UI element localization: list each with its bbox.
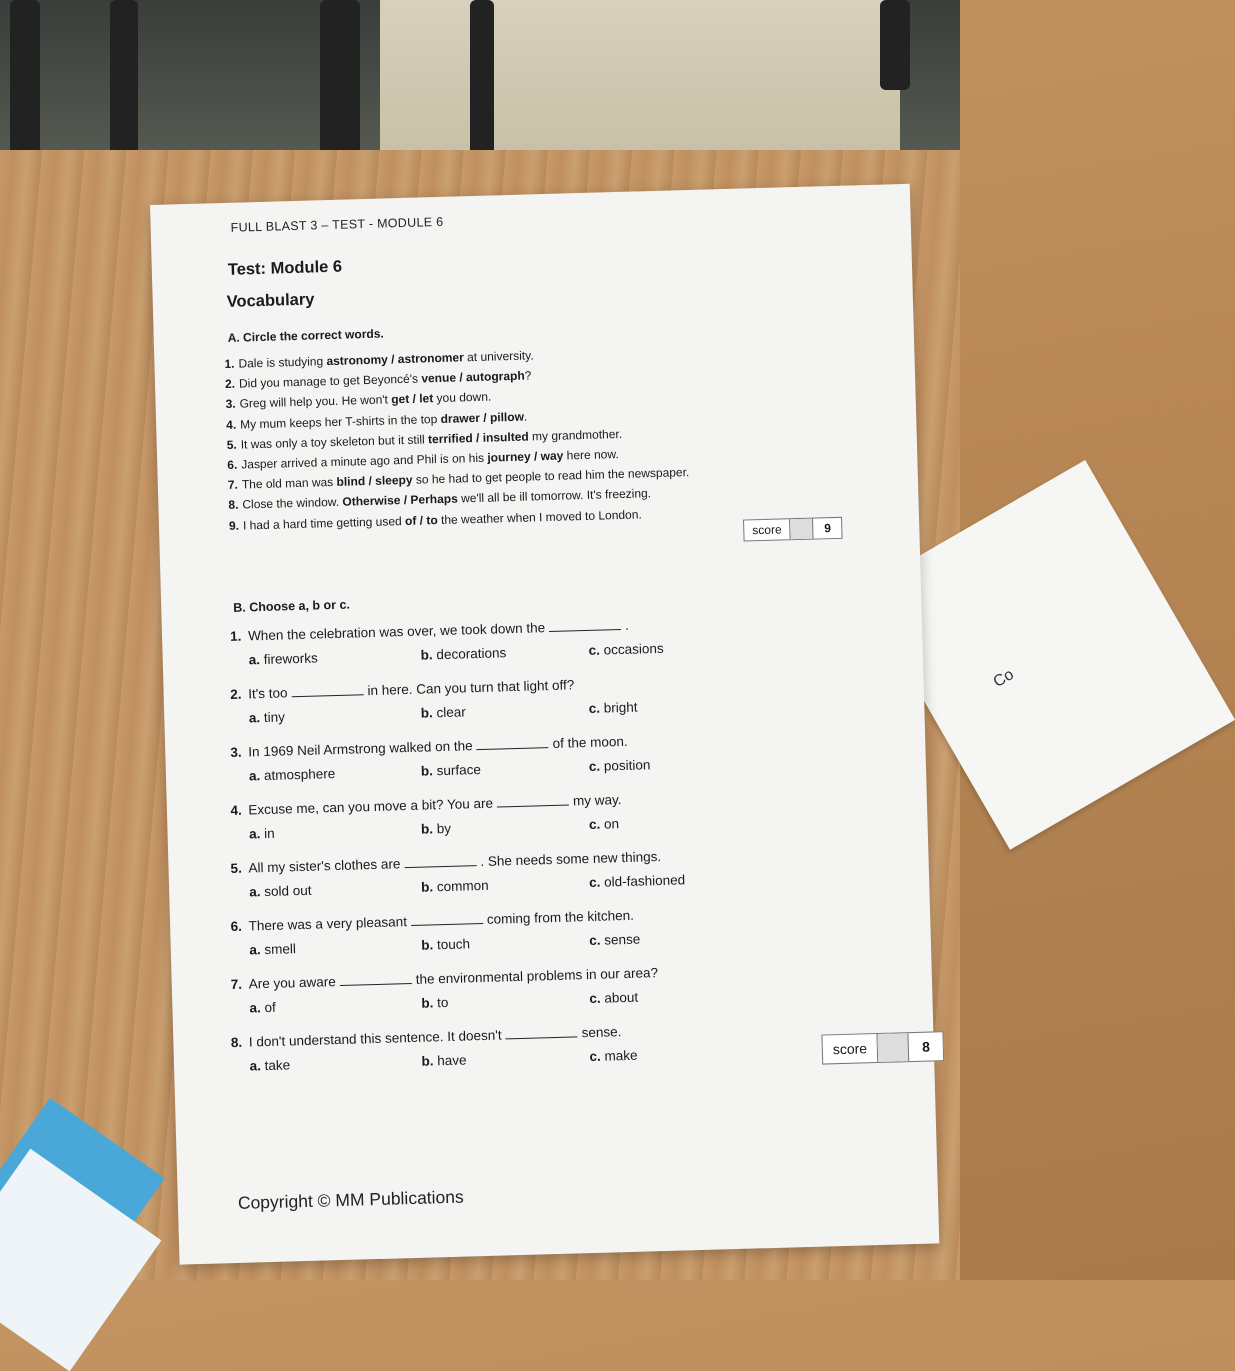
side-sheet-text: Co bbox=[990, 666, 1017, 691]
option-text: surface bbox=[436, 761, 482, 779]
item-number: 1. bbox=[224, 356, 235, 371]
option-text: smell bbox=[264, 941, 297, 958]
question-text-before: Are you aware bbox=[248, 974, 337, 992]
option-letter: a. bbox=[248, 826, 261, 842]
option-b[interactable] bbox=[421, 762, 481, 779]
option-letter: a. bbox=[248, 768, 261, 784]
option-letter: c. bbox=[589, 990, 601, 1007]
item-text-after: the weather when I moved to London. bbox=[437, 506, 642, 527]
question bbox=[230, 849, 661, 876]
question-text-after: the environmental problems in our area? bbox=[415, 965, 659, 987]
option-b[interactable] bbox=[421, 1052, 466, 1068]
option-text: have bbox=[437, 1052, 467, 1069]
question bbox=[230, 677, 575, 702]
item-text-before: It was only a toy skeleton but it still bbox=[240, 432, 429, 452]
option-a[interactable] bbox=[249, 650, 318, 667]
word-choice[interactable]: astronomy / astronomer bbox=[326, 350, 464, 369]
option-b[interactable] bbox=[421, 821, 451, 837]
section-title: Vocabulary bbox=[226, 290, 315, 311]
option-a[interactable] bbox=[249, 1000, 276, 1016]
option-letter: c. bbox=[588, 758, 601, 774]
item-number: 4. bbox=[225, 417, 237, 432]
score-value: 9 bbox=[824, 521, 832, 536]
option-text: of bbox=[264, 999, 276, 1016]
option-text: common bbox=[436, 877, 489, 895]
option-b[interactable] bbox=[421, 878, 489, 895]
option-letter: b. bbox=[420, 647, 433, 663]
option-a[interactable] bbox=[249, 883, 312, 900]
item-number: 8. bbox=[228, 498, 239, 513]
part-a-item bbox=[229, 507, 642, 533]
option-text: clear bbox=[436, 704, 467, 721]
question-number: 3. bbox=[230, 744, 242, 760]
part-b-score-box bbox=[821, 1031, 944, 1064]
copyright: Copyright © MM Publications bbox=[237, 1186, 464, 1213]
question bbox=[230, 734, 628, 760]
item-text-before: Close the window. bbox=[242, 495, 343, 512]
option-letter: a. bbox=[249, 942, 261, 958]
part-a-item bbox=[225, 369, 532, 392]
option-letter: c. bbox=[589, 1048, 601, 1065]
question-text-after: my way. bbox=[572, 792, 622, 809]
answer-blank[interactable] bbox=[505, 1026, 577, 1039]
score-label: score bbox=[744, 519, 791, 540]
option-letter: a. bbox=[249, 1000, 261, 1016]
word-choice[interactable]: journey / way bbox=[487, 448, 564, 465]
option-a[interactable] bbox=[249, 766, 336, 783]
question-text-after: sense. bbox=[581, 1024, 622, 1041]
item-text-after: ? bbox=[524, 368, 532, 383]
option-c[interactable] bbox=[589, 932, 640, 948]
option-a[interactable] bbox=[249, 941, 296, 957]
test-paper bbox=[150, 184, 939, 1265]
item-number: 2. bbox=[224, 376, 236, 392]
word-choice[interactable]: blind / sleepy bbox=[336, 472, 413, 490]
question-text-after: . She needs some new things. bbox=[480, 848, 662, 870]
option-letter: a. bbox=[249, 1058, 262, 1074]
answer-blank[interactable] bbox=[411, 913, 483, 926]
option-letter: b. bbox=[420, 705, 433, 721]
word-choice[interactable]: get / let bbox=[391, 391, 434, 407]
answer-blank[interactable] bbox=[476, 737, 548, 750]
option-a[interactable] bbox=[249, 1057, 290, 1073]
question-number: 2. bbox=[229, 686, 242, 702]
answer-blank[interactable] bbox=[549, 619, 621, 632]
question-number: 7. bbox=[230, 976, 243, 993]
item-text-after: . bbox=[523, 409, 528, 424]
option-letter: c. bbox=[588, 874, 601, 891]
option-letter: c. bbox=[588, 816, 601, 832]
item-number: 9. bbox=[228, 518, 240, 533]
question-text-after: in here. Can you turn that light off? bbox=[367, 677, 575, 699]
option-letter: b. bbox=[420, 821, 434, 837]
item-number: 5. bbox=[226, 437, 237, 452]
question bbox=[231, 1024, 622, 1050]
chair-leg bbox=[880, 0, 910, 90]
question bbox=[231, 965, 659, 992]
part-a-item bbox=[225, 390, 491, 411]
option-letter: c. bbox=[588, 642, 601, 658]
background-cloth bbox=[380, 0, 900, 150]
option-b[interactable] bbox=[421, 936, 470, 952]
option-letter: a. bbox=[249, 884, 261, 900]
option-c[interactable] bbox=[589, 990, 638, 1006]
question-number: 6. bbox=[230, 918, 243, 935]
option-text: atmosphere bbox=[263, 766, 336, 784]
option-text: sense bbox=[604, 931, 641, 948]
item-text-before: The old man was bbox=[241, 475, 337, 492]
question-number: 4. bbox=[230, 802, 242, 818]
item-text-before: Dale is studying bbox=[238, 354, 327, 371]
question-number: 1. bbox=[229, 628, 242, 644]
question-text-after: coming from the kitchen. bbox=[486, 907, 635, 927]
question-text-before: It's too bbox=[247, 685, 288, 702]
option-letter: b. bbox=[421, 995, 434, 1011]
option-c[interactable] bbox=[589, 1048, 637, 1064]
option-letter: b. bbox=[420, 879, 434, 895]
option-a[interactable] bbox=[249, 826, 275, 842]
word-choice[interactable]: terrified / insulted bbox=[427, 429, 529, 447]
item-text-before: I had a hard time getting used bbox=[242, 513, 406, 533]
option-letter: b. bbox=[421, 937, 434, 953]
option-b[interactable] bbox=[421, 704, 466, 720]
option-c[interactable] bbox=[588, 641, 663, 658]
option-letter: c. bbox=[588, 932, 601, 949]
item-text-after: so he had to get people to read him the newspaper. bbox=[412, 465, 690, 487]
part-a-instruction: A. Circle the correct words. bbox=[227, 326, 384, 345]
option-text: by bbox=[436, 820, 452, 837]
option-text: occasions bbox=[603, 640, 664, 658]
item-text-before: Did you manage to get Beyoncé's bbox=[238, 371, 422, 391]
option-c[interactable] bbox=[589, 757, 651, 774]
question-text-after: of the moon. bbox=[552, 733, 628, 751]
option-b[interactable] bbox=[420, 645, 506, 662]
option-c[interactable] bbox=[589, 700, 638, 716]
option-text: position bbox=[603, 757, 651, 774]
item-text-after: we'll all be ill tomorrow. It's freezing. bbox=[457, 486, 652, 506]
answer-blank[interactable] bbox=[291, 684, 363, 697]
option-b[interactable] bbox=[421, 995, 448, 1011]
question-text-before: I don't understand this sentence. It doesn't bbox=[248, 1027, 502, 1050]
item-text-after: here now. bbox=[563, 447, 619, 463]
score-value: 8 bbox=[921, 1038, 931, 1055]
question-number: 5. bbox=[230, 860, 243, 877]
word-choice[interactable]: venue / autograph bbox=[421, 368, 525, 386]
option-letter: b. bbox=[421, 1053, 434, 1069]
question bbox=[230, 792, 621, 818]
answer-blank[interactable] bbox=[404, 855, 476, 868]
option-text: in bbox=[263, 825, 275, 842]
answer-blank[interactable] bbox=[340, 973, 412, 986]
word-choice[interactable]: drawer / pillow bbox=[440, 409, 525, 426]
option-c[interactable] bbox=[589, 816, 619, 832]
option-text: bright bbox=[603, 699, 638, 716]
item-text-before: My mum keeps her T-shirts in the top bbox=[239, 411, 441, 432]
score-blank[interactable] bbox=[878, 1033, 910, 1062]
part-a-item bbox=[224, 348, 534, 371]
option-letter: a. bbox=[248, 652, 261, 668]
page-header: FULL BLAST 3 – TEST - MODULE 6 bbox=[230, 214, 444, 235]
question-number: 8. bbox=[230, 1034, 243, 1051]
part-a-score-box bbox=[743, 517, 843, 542]
item-number: 7. bbox=[227, 477, 239, 493]
option-letter: a. bbox=[248, 710, 261, 726]
option-text: sold out bbox=[264, 882, 312, 900]
option-text: old-fashioned bbox=[603, 872, 686, 890]
option-text: tiny bbox=[263, 709, 286, 726]
question-text-before: Excuse me, can you move a bit? You are bbox=[248, 795, 494, 818]
option-text: to bbox=[436, 994, 449, 1011]
item-text-after: my grandmother. bbox=[528, 426, 623, 444]
option-a[interactable] bbox=[249, 709, 285, 725]
score-blank[interactable] bbox=[790, 519, 814, 540]
question-text-after: . bbox=[624, 617, 630, 633]
item-text-after: you down. bbox=[433, 389, 492, 406]
option-text: touch bbox=[436, 936, 471, 953]
option-c[interactable] bbox=[589, 872, 685, 890]
option-letter: c. bbox=[588, 700, 601, 716]
question-text-before: When the celebration was over, we took down the bbox=[247, 620, 546, 644]
option-text: on bbox=[603, 816, 620, 832]
word-choice[interactable]: of / to bbox=[404, 512, 438, 528]
question bbox=[230, 908, 634, 934]
item-number: 3. bbox=[225, 397, 236, 412]
option-text: fireworks bbox=[263, 650, 318, 667]
score-label: score bbox=[822, 1034, 878, 1064]
question-text-before: There was a very pleasant bbox=[248, 914, 408, 934]
option-letter: b. bbox=[420, 763, 434, 779]
question-text-before: In 1969 Neil Armstrong walked on the bbox=[248, 738, 473, 760]
part-a-item bbox=[226, 409, 528, 431]
option-text: take bbox=[264, 1057, 291, 1074]
word-choice[interactable]: Otherwise / Perhaps bbox=[342, 491, 458, 510]
question bbox=[230, 618, 629, 644]
part-b-instruction: B. Choose a, b or c. bbox=[233, 597, 351, 615]
item-text-before: Greg will help you. He won't bbox=[239, 392, 392, 411]
page-title: Test: Module 6 bbox=[227, 257, 343, 279]
item-text-before: Jasper arrived a minute ago and Phil is on his bbox=[241, 450, 488, 472]
item-number: 6. bbox=[227, 457, 238, 472]
option-text: decorations bbox=[436, 645, 507, 663]
question-text-before: All my sister's clothes are bbox=[248, 856, 401, 876]
answer-blank[interactable] bbox=[497, 795, 569, 808]
item-text-after: at university. bbox=[463, 348, 534, 365]
option-text: about bbox=[604, 989, 639, 1006]
option-text: make bbox=[604, 1047, 638, 1064]
